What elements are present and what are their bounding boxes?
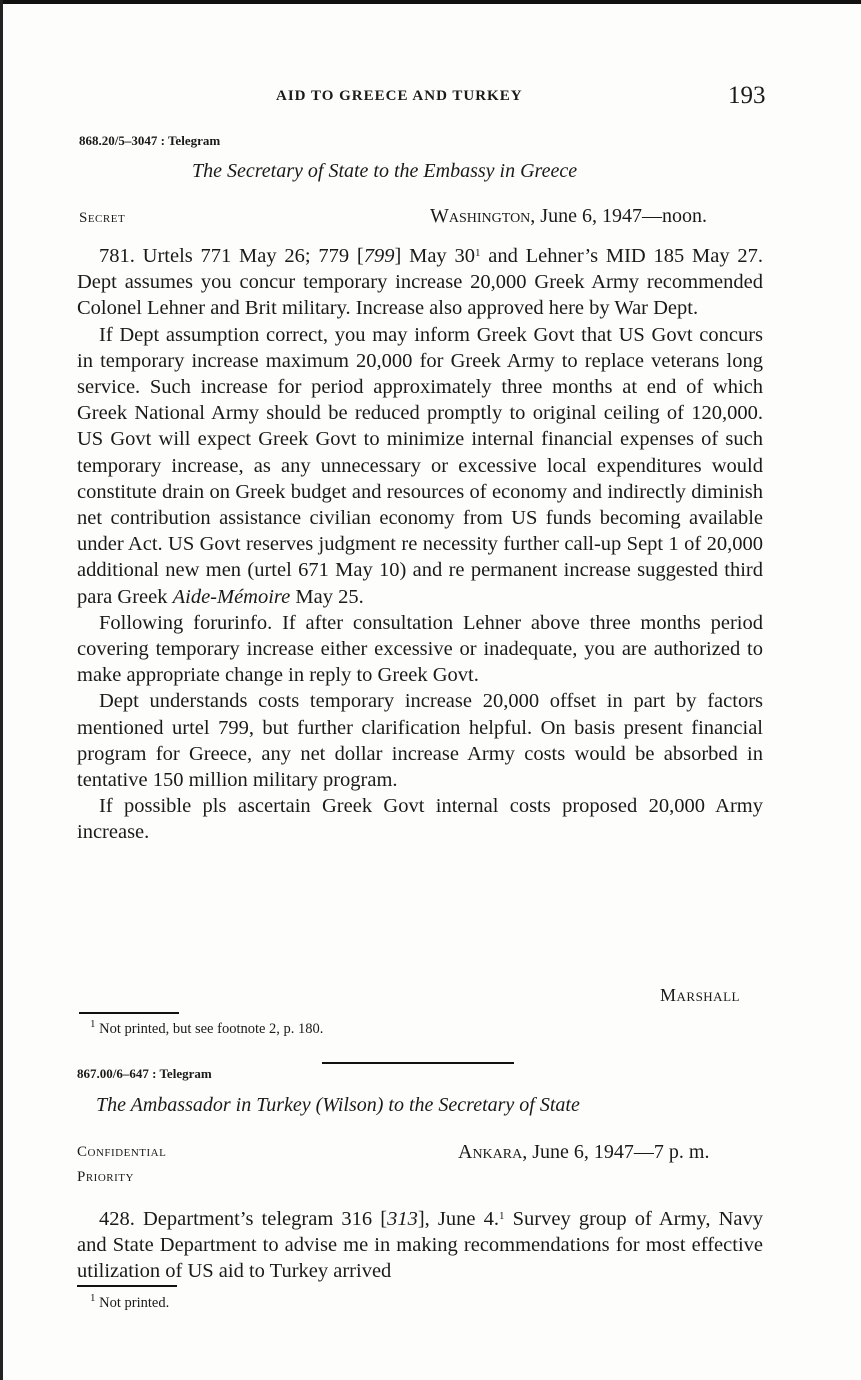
doc1-body (77, 240, 763, 846)
doc2-dateline (458, 1141, 709, 1164)
doc2-para1-text-d: Survey group of Army, Navy and State Department to advise me in making recommendations for most effective utilization of US aid to Turkey arrived (77, 1208, 763, 1283)
doc1-para2-text-b: May 25. (290, 585, 364, 608)
document-separator (322, 1062, 514, 1064)
doc1-para1-italic: 799 (363, 245, 395, 267)
doc2-file-ref: 867.00/6–647 : Telegram (77, 1066, 212, 1081)
doc1-paragraph-3: Following forurinfo. If after consultation Lehner above three months period covering temporary increase either excessive or inadequate, you are authorized to make appropriate change in reply to Greek Govt. (77, 611, 763, 687)
doc1-footnote-text: Not printed, but see footnote 2, p. 180. (95, 1021, 324, 1037)
doc1-footnote (90, 1018, 323, 1038)
doc2-priority: Priority (77, 1169, 134, 1185)
footnote-marker: 1 (499, 1210, 505, 1222)
doc1-dateline-date: June 6, 1947—noon. (535, 205, 707, 227)
doc1-paragraph-1 (77, 240, 763, 322)
doc1-paragraph-5: If possible pls ascertain Greek Govt internal costs proposed 20,000 Army increase. (77, 795, 763, 844)
doc1-title: The Secretary of State to the Embassy in Greece (192, 160, 578, 182)
doc1-signature: Marshall (660, 985, 740, 1005)
doc2-paragraph-1 (77, 1203, 763, 1285)
doc1-paragraph-4: Dept understands costs temporary increase 20,000 offset in part by factors mentioned urtel 799, but further clarification helpful. On basis present financial program for Greece, any net dollar increase Army costs would be absorbed in tentative 150 million military program. (77, 690, 763, 792)
doc2-para1-italic: 313 (387, 1208, 418, 1230)
doc1-paragraph-2 (77, 322, 763, 610)
doc2-classification: Confidential (77, 1144, 167, 1160)
left-border (0, 0, 3, 1380)
doc1-dateline-place: Washington, (430, 205, 536, 227)
doc1-para2-italic: Aide-Mémoire (172, 585, 291, 608)
doc2-para1-text-a: 428. Department’s telegram 316 [ (99, 1208, 388, 1230)
footnote-rule (79, 1012, 179, 1014)
doc2-footnote-text: Not printed. (95, 1295, 170, 1311)
footnote-marker: 1 (90, 1292, 96, 1304)
doc2-para1-text-c: ], June 4. (417, 1208, 499, 1230)
doc1-para1-text-d: and Lehner’s MID 185 May 27. Dept assumes you concur temporary increase 20,000 Greek Army recommended Colonel Lehner and Brit military. Increase also approved here by War Dept. (77, 245, 764, 320)
doc2-dateline-place: Ankara, (458, 1141, 528, 1163)
doc1-para2-text-a: If Dept assumption correct, you may inform Greek Govt that US Govt concurs in temporary increase maximum 20,000 for Greek Army to replace veterans long service. Such increase for period approximately three months at end of which Greek National Army should be reduced promptly to original ceiling of 120,000. US Govt will expect Greek Govt to minimize internal financial expenses of such temporary increase, as any unnecessary or excessive local expenditures would constitute drain on Greek budget and resources of economy and indirectly diminish net contribution assistance civilian economy from US funds becoming available under Act. US Govt reserves judgment re necessity further call-up Sept 1 of 20,000 additional new men (urtel 671 May 10) and re permanent increase suggested third para Greek (77, 323, 763, 608)
footnote-marker: 1 (474, 247, 481, 259)
doc1-dateline (430, 205, 707, 228)
footnote-rule (77, 1285, 177, 1287)
doc1-para1-text-a: 781. Urtels 771 May 26; 779 [ (99, 245, 364, 267)
doc1-para1-text-c: ] May 30 (394, 245, 475, 267)
doc2-title: The Ambassador in Turkey (Wilson) to the Secretary of State (96, 1094, 580, 1116)
top-border (0, 0, 861, 4)
footnote-marker: 1 (90, 1018, 96, 1030)
doc2-footnote (90, 1292, 169, 1312)
doc1-file-ref: 868.20/5–3047 : Telegram (79, 133, 221, 148)
doc1-classification: Secret (79, 210, 126, 226)
doc2-body (77, 1203, 763, 1285)
running-head: AID TO GREECE AND TURKEY (276, 88, 523, 104)
doc2-dateline-date: June 6, 1947—7 p. m. (527, 1141, 710, 1163)
page-number: 193 (728, 82, 766, 109)
